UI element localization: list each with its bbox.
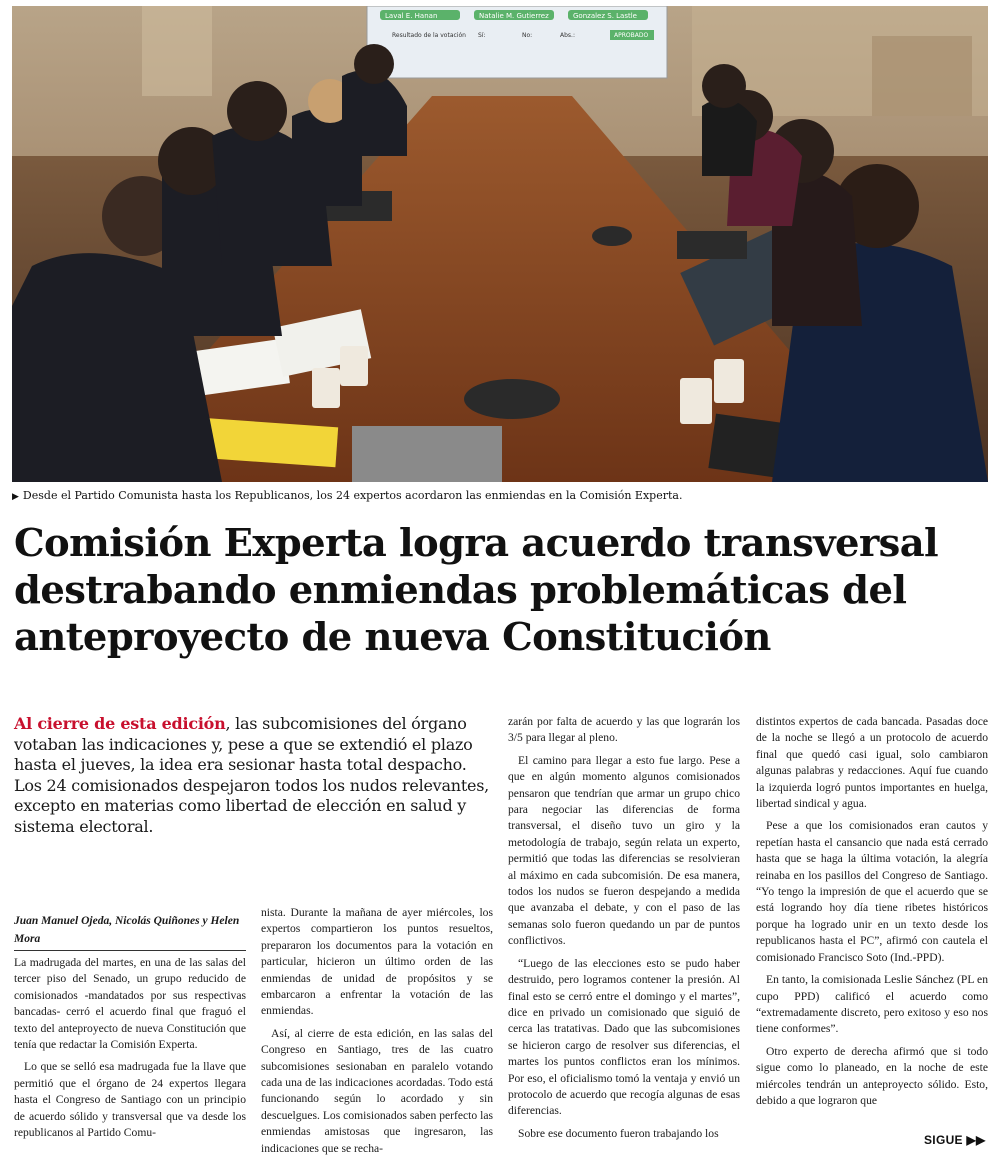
continue-label: SIGUE ▶▶	[924, 1133, 986, 1147]
body-paragraph: “Luego de las elecciones esto se pudo haber destruido, pero logramos contener la presión. Al final esto se cerró entre el domingo y el martes”, dice en privado un comisionado que siguió de cerca las tratativas. Dado que las subcomisiones se hicieron cargo de resolver sus diferencias, el martes los puntos conflictos eran los mínimos. Por eso, el oficialismo tomó la ventaja y envió un protocolo de acuerdo que recogía algunas de esas diferencias.	[508, 956, 740, 1118]
body-column-4	[756, 714, 988, 1115]
meeting-photo	[12, 6, 988, 482]
svg-text:Abs.:: Abs.:	[560, 32, 575, 39]
article-lead	[14, 714, 492, 837]
body-paragraph: Pese a que los comisionados eran cautos y repetían hasta el cansancio que nada está cerrado hasta que se haga la última votación, la alegría reinaba en los pasillos del Congreso de Santiago. “Yo tengo la impresión de que el acuerdo que se está logrando hoy día tiene ribetes históricos porque ha logrado unir en un texto desde los republicanos hasta el PC”, afirmó con cautela el comisionado Francisco Soto (Ind.-PPD).	[756, 819, 988, 964]
body-paragraph: distintos expertos de cada bancada. Pasadas doce de la noche se llegó a un protocolo de acuerdo final que quedó casi igual, solo cambiaron algunas palabras y redacciones. Aquí fue cuando la izquierda logró puntos importantes en huelga, libertad sindical y agua.	[756, 715, 988, 811]
body-column-1	[14, 955, 246, 1147]
body-paragraph: nista. Durante la mañana de ayer miércoles, los expertos compartieron los puntos resueltos, prepararon los documentos para la votación en particular, hicieron un último orden de las enmiendas de unidad de propósitos y se embarcaron a enfrentar la votación de las enmiendas.	[261, 906, 493, 1018]
svg-text:Resultado de la votación: Resultado de la votación	[392, 32, 466, 39]
body-paragraph: Otro experto de derecha afirmó que si todo sigue como lo planeado, en la noche de este miércoles tendrán un anteproyecto sólido. Esto, debido a que lograron que	[756, 1044, 988, 1107]
body-column-2	[261, 905, 493, 1163]
projection-screen	[367, 6, 667, 78]
article-headline: Comisión Experta logra acuerdo transversal destrabando enmiendas problemáticas del anteproyecto de nueva Constitución	[14, 521, 939, 660]
caption-arrow-icon: ▶	[12, 492, 19, 502]
article-byline: Juan Manuel Ojeda, Nicolás Quiñones y Helen Mora	[14, 915, 240, 945]
caption-text: Desde el Partido Comunista hasta los Republicanos, los 24 expertos acordaron las enmiendas en la Comisión Experta.	[22, 489, 683, 502]
body-column-3	[508, 714, 740, 1148]
svg-text:Natalie M. Gutierrez: Natalie M. Gutierrez	[479, 12, 549, 20]
lead-text: , las subcomisiones del órgano votaban las indicaciones y, pese a que se extendió el plazo hasta el jueves, la idea era sesionar hasta total despacho. Los 24 comisionados despejaron todos los nudos relevantes, excepto en materias como libertad de elección en salud y sistema electoral.	[14, 714, 490, 836]
body-paragraph: En tanto, la comisionada Leslie Sánchez (PL en cupo PPD) calificó el acuerdo como “extremadamente discreto, pero exitoso y eso nos tiene conformes”.	[756, 973, 988, 1036]
lead-kicker: Al cierre de esta edición	[14, 714, 226, 733]
svg-text:Gonzalez S. Lastle: Gonzalez S. Lastle	[573, 12, 637, 20]
byline-divider	[14, 950, 246, 951]
svg-text:APROBADO: APROBADO	[614, 32, 649, 39]
photo-caption	[12, 489, 988, 504]
body-paragraph: Sobre ese documento fueron trabajando los	[518, 1126, 719, 1140]
meeting-photo-illustration	[12, 6, 988, 482]
body-paragraph: Así, al cierre de esta edición, en las salas del Congreso en Santiago, tres de las cuatro subcomisiones sesionaban en paralelo votando cada una de las indicaciones acordadas. Todo está funcionando según lo acordado y sin descuelgues. Los comisionados saben perfecto las enmiendas amistosas que ingresaron, las indicaciones que se recha-	[261, 1026, 493, 1155]
svg-text:No:: No:	[522, 32, 533, 39]
body-paragraph: Lo que se selló esa madrugada fue la llave que permitió que el órgano de 24 expertos llegara hasta el Congreso de Santiago con un principio de acuerdo sólido y transversal que va desde los republicanos al Partido Comu-	[14, 1060, 246, 1140]
body-paragraph: zarán por falta de acuerdo y las que lograrán los 3/5 para llegar al pleno.	[508, 715, 740, 745]
body-paragraph: La madrugada del martes, en una de las salas del tercer piso del Senado, un grupo reducido de comisionados -mandatados por sus respectivas bancadas- cerró el acuerdo final que fraguó el texto del anteproyecto de nueva Constitución que tenía que redactar la Comisión Experta.	[14, 956, 246, 1052]
svg-text:Laval E. Hanan: Laval E. Hanan	[385, 12, 438, 20]
body-paragraph: El camino para llegar a esto fue largo. Pese a que en algún momento algunos comisionados pensaron que tendrían que armar un grupo chico para negociar las diferencias de forma transversal, el diseño tuvo un giro y la metodología de trabajo, según relata un experto, permitió que todas las diferencias se resolvieran al máximo en cada subcomisión. De esa manera, todos los nudos se fueron despejando a medida que avanzaba el debate, y con el paso de las semanas solo fueron quedando un par de puntos conflictivos.	[508, 753, 740, 948]
svg-text:Sí:: Sí:	[478, 32, 486, 39]
